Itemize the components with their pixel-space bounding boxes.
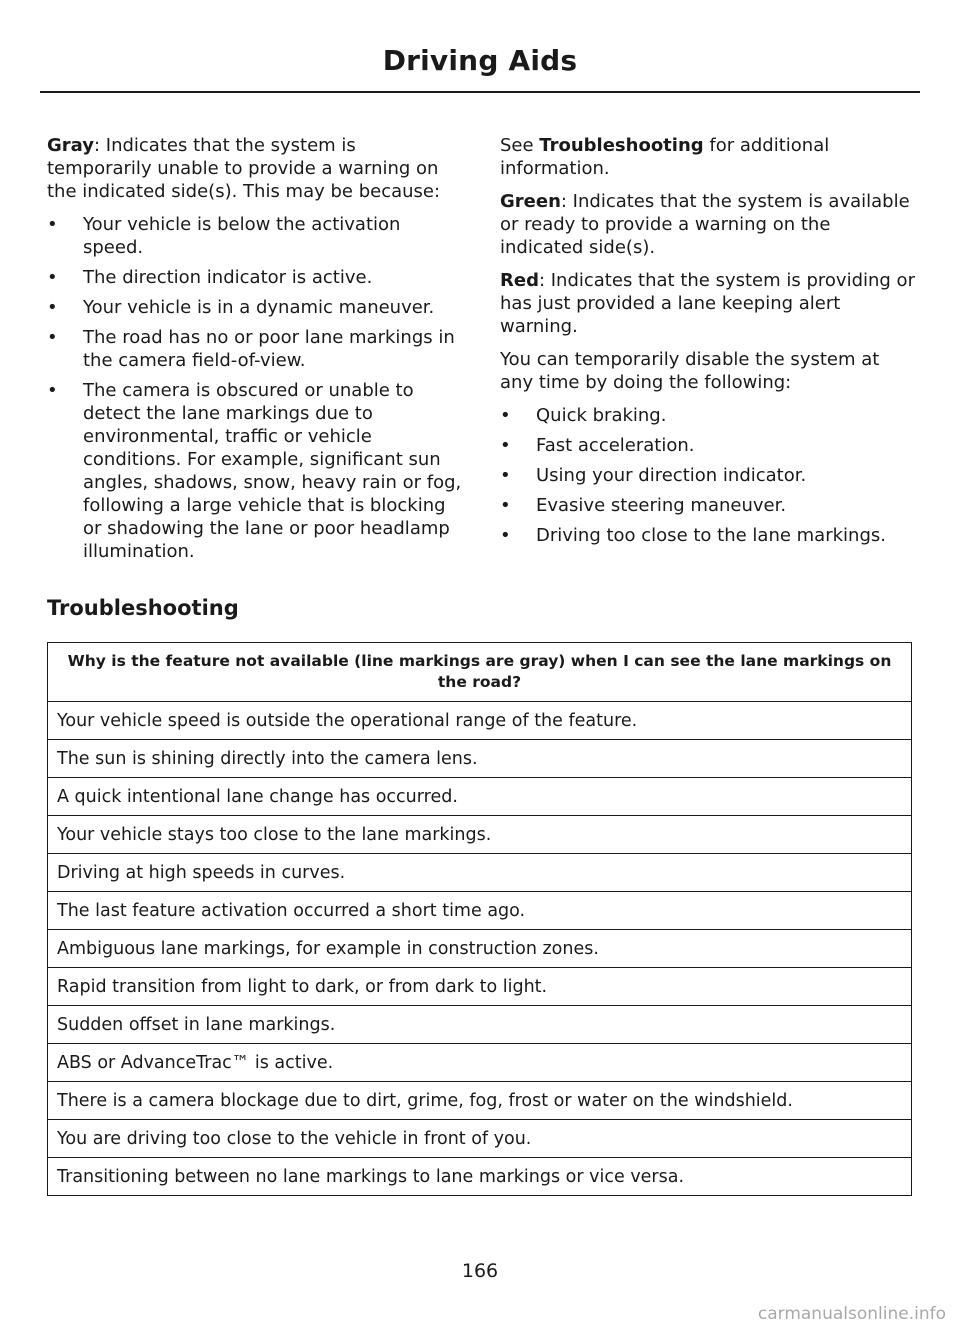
- gray-reasons-list: [47, 213, 462, 563]
- gray-label: Gray: [47, 135, 94, 156]
- table-cell: ABS or AdvanceTrac™ is active.: [48, 1044, 912, 1082]
- table-cell: Transitioning between no lane markings to lane markings or vice versa.: [48, 1158, 912, 1196]
- table-row: [48, 1082, 912, 1120]
- right-column: [500, 134, 918, 554]
- bullet-icon: •: [47, 380, 58, 401]
- troubleshooting-table: [47, 642, 912, 1196]
- table-cell: You are driving too close to the vehicle in front of you.: [48, 1120, 912, 1158]
- table-row: [48, 702, 912, 740]
- table-row: [48, 968, 912, 1006]
- bullet-icon: •: [47, 327, 58, 348]
- list-item: • The road has no or poor lane markings in the camera field-of-view.: [47, 327, 455, 371]
- green-label: Green: [500, 191, 561, 212]
- troubleshooting-reference: Troubleshooting: [539, 135, 704, 156]
- table-cell: The sun is shining directly into the camera lens.: [48, 740, 912, 778]
- table-cell: Ambiguous lane markings, for example in construction zones.: [48, 930, 912, 968]
- see-troubleshooting-note: See Troubleshooting for additional information.: [500, 135, 830, 179]
- red-description: Red: Indicates that the system is providing or has just provided a lane keeping alert warning.: [500, 270, 915, 337]
- table-row: [48, 1006, 912, 1044]
- table-cell: The last feature activation occurred a short time ago.: [48, 892, 912, 930]
- gray-description: [47, 134, 462, 203]
- page-title: Driving Aids: [382, 44, 578, 77]
- bullet-icon: •: [500, 495, 511, 516]
- bullet-icon: •: [500, 465, 511, 486]
- table-cell: Your vehicle speed is outside the operational range of the feature.: [48, 702, 912, 740]
- disable-intro: You can temporarily disable the system at any time by doing the following:: [500, 349, 880, 393]
- list-item: • Evasive steering maneuver.: [500, 495, 787, 516]
- list-item: • The camera is obscured or unable to detect the lane markings due to environmental, traffic or vehicle conditions. For example, significant sun angles, shadows, snow, heavy rain or fog, following a large vehicle that is blocking or shadowing the lane or poor headlamp illumination.: [47, 380, 462, 562]
- list-item: • The direction indicator is active.: [47, 267, 373, 288]
- watermark-text: carmanualsonline.info: [757, 1304, 946, 1324]
- list-item: • Using your direction indicator.: [500, 465, 807, 486]
- list-item: • Quick braking.: [500, 405, 667, 426]
- list-item: • Your vehicle is below the activation speed.: [47, 214, 401, 258]
- table-header-row: [48, 643, 912, 702]
- table-row: [48, 778, 912, 816]
- left-column: [47, 134, 462, 570]
- bullet-icon: •: [500, 435, 511, 456]
- table-cell: Your vehicle stays too close to the lane markings.: [48, 816, 912, 854]
- table-cell: Driving at high speeds in curves.: [48, 854, 912, 892]
- red-label: Red: [500, 270, 539, 291]
- page-number: 166: [461, 1260, 499, 1282]
- table-cell: Rapid transition from light to dark, or from dark to light.: [48, 968, 912, 1006]
- table-row: [48, 1120, 912, 1158]
- bullet-icon: •: [500, 405, 511, 426]
- bullet-icon: •: [47, 297, 58, 318]
- bullet-icon: •: [47, 214, 58, 235]
- list-item: • Fast acceleration.: [500, 435, 695, 456]
- green-description: Green: Indicates that the system is available or ready to provide a warning on the indicated side(s).: [500, 191, 910, 258]
- table-row: [48, 816, 912, 854]
- table-row: [48, 930, 912, 968]
- header-divider: [40, 91, 920, 93]
- table-row: [48, 854, 912, 892]
- troubleshooting-heading: Troubleshooting: [47, 596, 239, 620]
- table-header-question: Why is the feature not available (line markings are gray) when I can see the lane markings on the road?: [48, 643, 912, 702]
- table-row: [48, 740, 912, 778]
- bullet-icon: •: [500, 525, 511, 546]
- table-row: [48, 1158, 912, 1196]
- bullet-icon: •: [47, 267, 58, 288]
- disable-methods-list: [500, 404, 918, 547]
- table-cell: Sudden offset in lane markings.: [48, 1006, 912, 1044]
- list-item: • Your vehicle is in a dynamic maneuver.: [47, 297, 435, 318]
- table-row: [48, 1044, 912, 1082]
- table-row: [48, 892, 912, 930]
- table-cell: There is a camera blockage due to dirt, grime, fog, frost or water on the windshield.: [48, 1082, 912, 1120]
- table-cell: A quick intentional lane change has occurred.: [48, 778, 912, 816]
- gray-text: : Indicates that the system is temporarily unable to provide a warning on the indicated side(s). This may be because:: [47, 135, 441, 202]
- list-item: • Driving too close to the lane markings.: [500, 525, 886, 546]
